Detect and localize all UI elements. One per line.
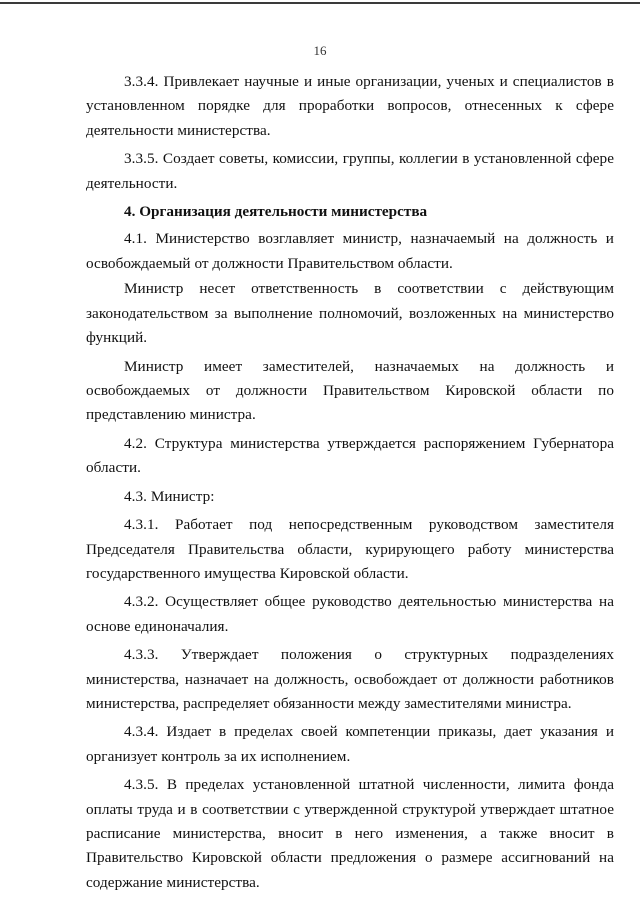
document-body — [86, 70, 614, 896]
paragraph-4-1-responsibility: Министр несет ответственность в соответствии с действующим законодательством за выполнение полномочий, возложенных на министерство функций. — [86, 280, 614, 347]
paragraph-3-3-5: 3.3.5. Создает советы, комиссии, группы, коллегии в установленной сфере деятельности. — [86, 150, 614, 192]
paragraph-4-1-deputies: Министр имеет заместителей, назначаемых на должность и освобождаемых от должности Правительством Кировской области по представлению министра. — [86, 357, 614, 424]
paragraph-4-3-1: 4.3.1. Работает под непосредственным руководством заместителя Председателя Правительства области, курирующего работу министерства государственного имущества Кировской области. — [86, 516, 614, 582]
page-number: 16 — [313, 43, 327, 58]
paragraph-4-3-2: 4.3.2. Осуществляет общее руководство деятельностью министерства на основе единоначалия. — [86, 593, 614, 635]
paragraph-4-3-5: 4.3.5. В пределах установленной штатной численности, лимита фонда оплаты труда и в соответствии с утвержденной структурой утверждает штатное расписание министерства, вносит в него изменения, а также вносит в Правительство Кировской области предложения о размере ассигнований на содержание министерства. — [86, 776, 614, 891]
top-border-line — [0, 2, 640, 4]
paragraph-4-3-3: 4.3.3. Утверждает положения о структурных подразделениях министерства, назначает на должность, освобождает от должности работников министерства, распределяет обязанности между заместителями министра. — [86, 646, 614, 712]
paragraph-4-1: 4.1. Министерство возглавляет министр, назначаемый на должность и освобождаемый от должности Правительством области. — [86, 230, 614, 272]
paragraph-3-3-4: 3.3.4. Привлекает научные и иные организации, ученых и специалистов в установленном порядке для проработки вопросов, отнесенных к сфере деятельности министерства. — [86, 73, 614, 139]
section-heading-4: 4. Организация деятельности министерства — [124, 203, 428, 221]
paragraph-4-3: 4.3. Министр: — [124, 487, 215, 505]
paragraph-4-3-4: 4.3.4. Издает в пределах своей компетенции приказы, дает указания и организует контроль за их исполнением. — [86, 723, 614, 765]
paragraph-4-2: 4.2. Структура министерства утверждается распоряжением Губернатора области. — [86, 434, 614, 477]
